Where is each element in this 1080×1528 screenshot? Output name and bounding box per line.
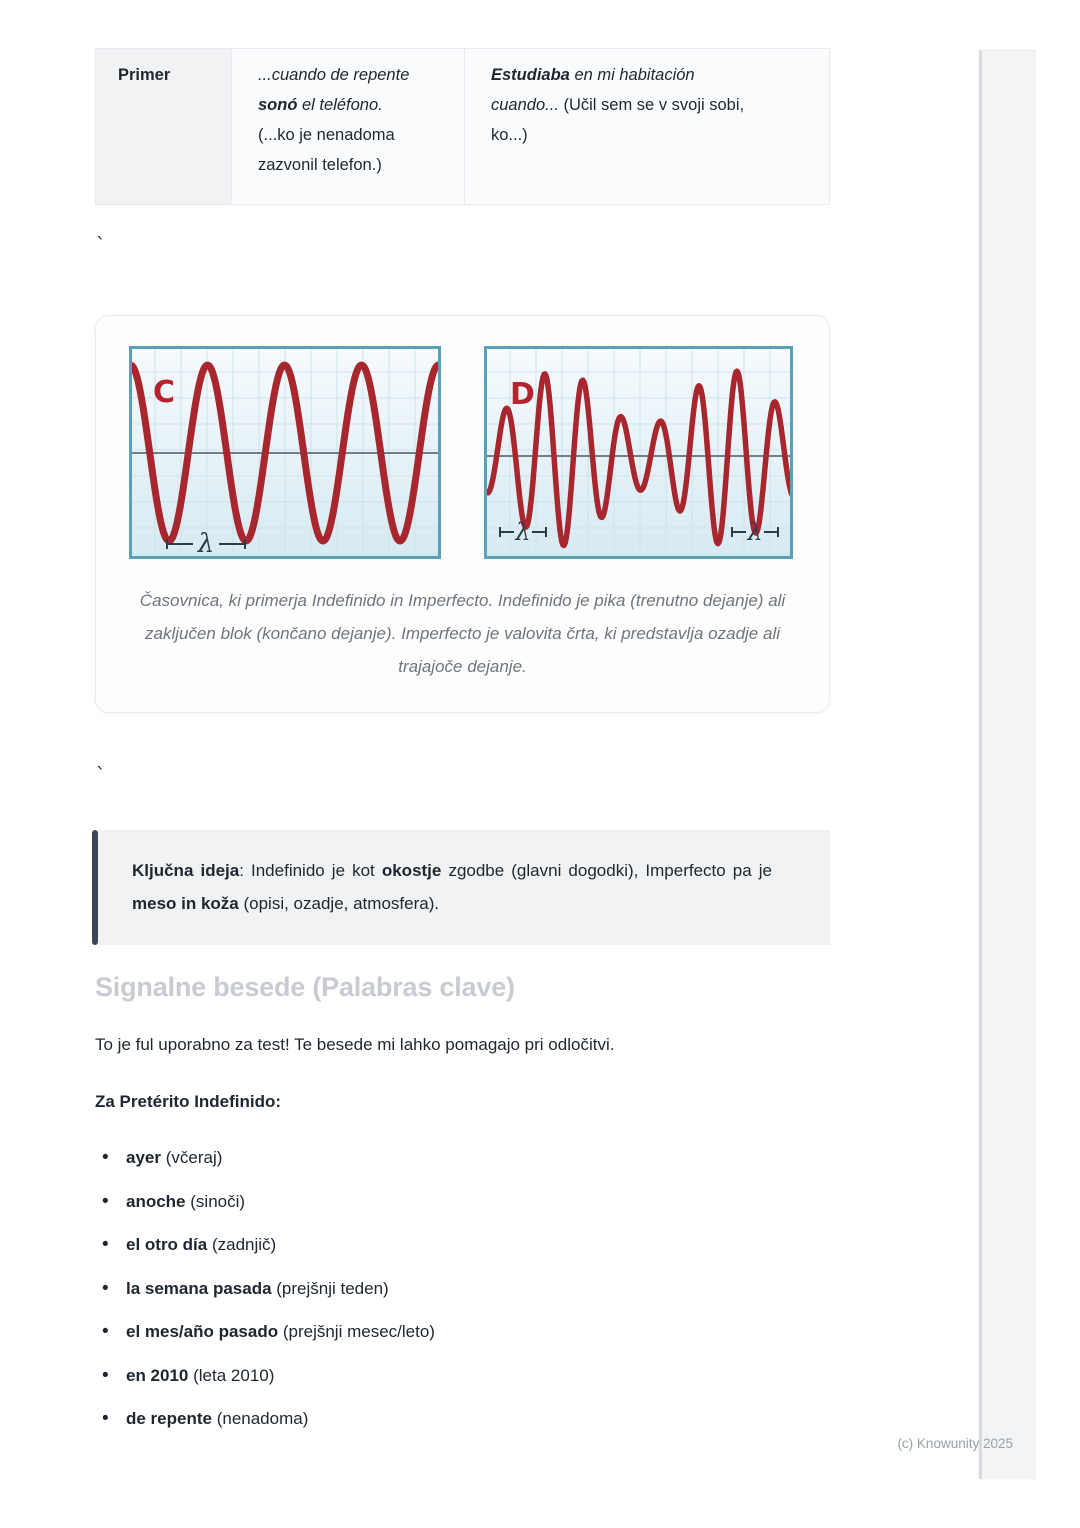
list-translation: (nenadoma) <box>211 1409 309 1428</box>
list-item <box>95 1277 830 1301</box>
callout-text: Ključna ideja: Indefinido je kot okostje zgodbe (glavni dogodki), Imperfecto pa je meso in koža (opisi, ozadje, atmosfera). <box>98 830 830 945</box>
table-cell-imperfecto-example: Estudiaba en mi habitación cuando... (Učil sem se v svoji sobi, ko...) <box>464 49 829 204</box>
list-translation: (prejšnji teden) <box>271 1278 389 1298</box>
subheading-indefinido: Za Pretérito Indefinido: <box>95 1092 282 1111</box>
copyright-text: (c) Knowunity 2025 <box>897 1436 1013 1451</box>
list-term: de repente <box>126 1409 212 1428</box>
bullet-icon: • <box>102 1147 109 1168</box>
key-idea-callout <box>92 830 830 945</box>
bullet-icon: • <box>102 1234 109 1255</box>
list-item <box>95 1146 830 1170</box>
svg-text:λ: λ <box>515 518 531 546</box>
signal-words-list <box>95 1146 830 1451</box>
table-cell-indefinido-example: ...cuando de repente sonó el teléfono. (...ko je nenadoma zazvonil telefon.) <box>231 49 464 204</box>
bullet-icon: • <box>102 1190 109 1212</box>
list-translation: (zadnjič) <box>207 1235 277 1254</box>
example-table <box>95 48 830 205</box>
list-item <box>95 1320 830 1344</box>
table-row-header: Primer <box>96 49 231 204</box>
list-term: el otro día <box>126 1235 208 1254</box>
wave-panel-c <box>129 346 441 559</box>
list-item <box>95 1407 830 1431</box>
svg-text:λ: λ <box>197 529 215 559</box>
svg-text:D: D <box>510 377 535 412</box>
svg-text:λ: λ <box>747 518 763 546</box>
list-item <box>95 1233 830 1257</box>
bullet-icon: • <box>102 1408 109 1429</box>
list-translation: (leta 2010) <box>188 1365 275 1385</box>
stray-backtick: ` <box>95 234 107 256</box>
stray-backtick: ` <box>95 764 107 786</box>
figure-card <box>95 315 830 713</box>
bullet-icon: • <box>102 1277 109 1299</box>
list-term: en 2010 <box>126 1365 189 1385</box>
intro-paragraph: To je ful uporabno za test! Te besede mi lahko pomagajo pri odločitvi. <box>95 1035 615 1054</box>
list-translation: (včeraj) <box>160 1148 223 1167</box>
section-heading: Signalne besede (Palabras clave) <box>95 972 515 1002</box>
list-term: el mes/año pasado <box>126 1322 279 1341</box>
list-translation: (sinoči) <box>185 1191 246 1211</box>
list-item <box>95 1190 830 1214</box>
list-translation: (prejšnji mesec/leto) <box>278 1322 435 1341</box>
next-page-edge[interactable] <box>979 50 1036 1479</box>
svg-text:C: C <box>153 375 176 410</box>
figure-caption: Časovnica, ki primerja Indefinido in Imperfecto. Indefinido je pika (trenutno dejanje) ali zaključen blok (končano dejanje). Imperfecto je valovita črta, ki predstavlja ozadje ali trajajoče dejanje. <box>139 591 786 676</box>
bullet-icon: • <box>102 1321 109 1342</box>
list-item <box>95 1364 830 1388</box>
list-term: ayer <box>126 1148 161 1167</box>
list-term: la semana pasada <box>126 1278 272 1298</box>
bullet-icon: • <box>102 1364 109 1386</box>
list-term: anoche <box>126 1191 186 1211</box>
wave-panel-d <box>484 346 793 559</box>
